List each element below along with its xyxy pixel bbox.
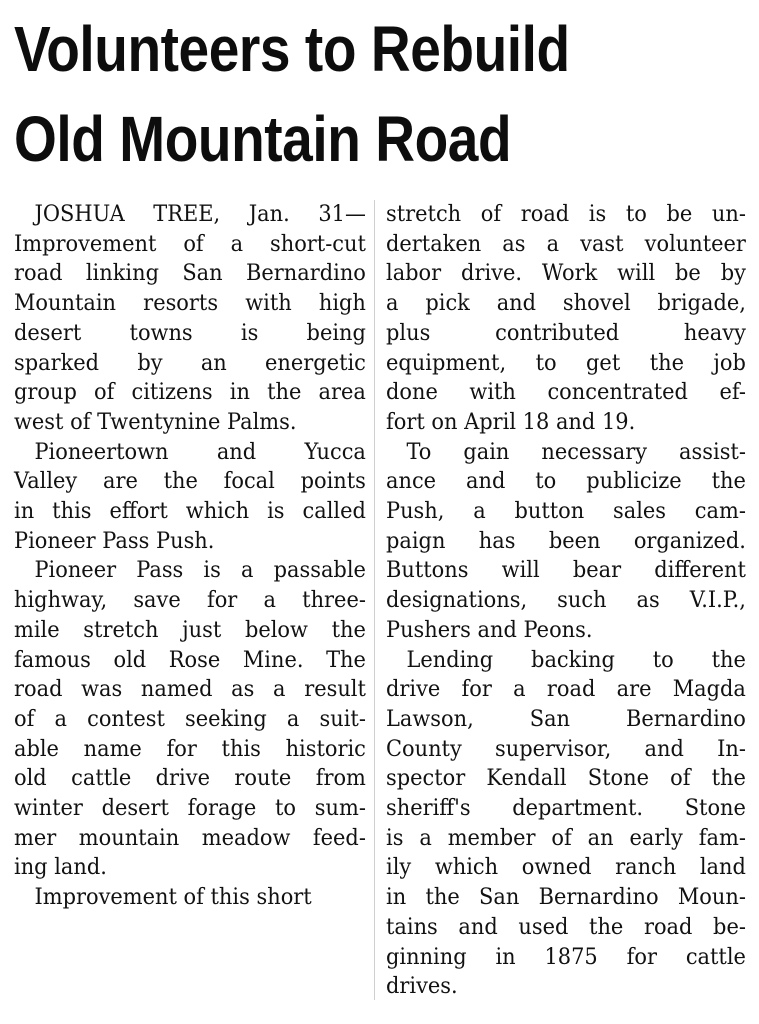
article-line: mer mountain meadow feed- (14, 824, 366, 851)
article-line: famous old Rose Mine. The (14, 646, 366, 673)
article-line: old cattle drive route from (14, 765, 366, 792)
article-line: a pick and shovel brigade, (386, 290, 746, 317)
article-paragraph (386, 438, 746, 646)
article-line: Lending backing to the (406, 646, 746, 673)
article-paragraph (14, 200, 366, 438)
article-line: spector Kendall Stone of the (386, 765, 746, 792)
column-divider (374, 200, 375, 1000)
article-line: mile stretch just below the (14, 616, 366, 643)
article-line: in this effort which is called (14, 498, 366, 525)
article-line: County supervisor, and In- (386, 735, 746, 762)
article-line: fort on April 18 and 19. (386, 408, 636, 435)
article-paragraph (14, 438, 366, 557)
article-line: stretch of road is to be un- (386, 201, 746, 227)
article-line: done with concentrated ef- (386, 379, 746, 406)
article-line: Improvement of a short-cut (14, 230, 366, 257)
article-column-left (14, 200, 366, 913)
article-line: Lawson, San Bernardino (386, 705, 746, 732)
article-line: designations, such as V.I.P., (386, 587, 746, 614)
headline-line-2: Old Mountain Road (14, 103, 512, 175)
article-line: To gain necessary assist- (406, 438, 746, 465)
article-line: ily which owned ranch land (386, 854, 746, 881)
article-line: road linking San Bernardino (14, 260, 366, 287)
article-line: equipment, to get the job (386, 349, 746, 376)
article-line: Push, a button sales cam- (386, 498, 746, 525)
article-paragraph (386, 646, 746, 1002)
article-line: ing land. (14, 854, 107, 881)
article-line: road was named as a result (14, 676, 366, 703)
article-line: Valley are the focal points (14, 468, 366, 495)
article-line: Pioneertown and Yucca (34, 438, 366, 465)
article-line: ance and to publicize the (386, 468, 746, 495)
article-line: Pushers and Peons. (386, 616, 593, 643)
article-line: sheriff's department. Stone (386, 795, 746, 822)
article-line: drives. (386, 973, 458, 1000)
article-line: dertaken as a vast volunteer (386, 230, 746, 257)
headline (14, 4, 646, 184)
article-line: Buttons will bear different (386, 557, 746, 584)
article-paragraph (14, 556, 366, 883)
article-line: Pioneer Pass Push. (14, 527, 215, 554)
article-line: in the San Bernardino Moun- (386, 884, 746, 911)
article-line: desert towns is being (14, 319, 366, 346)
article-line: of a contest seeking a suit- (14, 705, 366, 732)
article-line: winter desert forage to sum- (14, 795, 366, 822)
article-line: paign has been organized. (386, 527, 746, 554)
article-line: JOSHUA TREE, Jan. 31— (34, 201, 366, 227)
article-line: tains and used the road be- (386, 913, 746, 940)
article-line: plus contributed heavy (386, 319, 746, 346)
article-line: sparked by an energetic (14, 349, 366, 376)
article-line: Improvement of this short (34, 884, 312, 911)
article-line: is a member of an early fam- (386, 824, 746, 851)
article-paragraph (14, 883, 366, 913)
article-line: west of Twentynine Palms. (14, 408, 297, 435)
headline-line-1: Volunteers to Rebuild (14, 13, 570, 85)
article-line: able name for this historic (14, 735, 366, 762)
article-line: Mountain resorts with high (14, 290, 366, 317)
article-line: labor drive. Work will be by (386, 260, 746, 287)
article-line: drive for a road are Magda (386, 676, 746, 703)
article-line: group of citizens in the area (14, 379, 366, 406)
article-column-right (386, 200, 746, 1002)
article-line: highway, save for a three- (14, 587, 366, 614)
article-paragraph (386, 200, 746, 438)
article-line: Pioneer Pass is a passable (34, 557, 366, 584)
article-line: ginning in 1875 for cattle (386, 943, 746, 970)
